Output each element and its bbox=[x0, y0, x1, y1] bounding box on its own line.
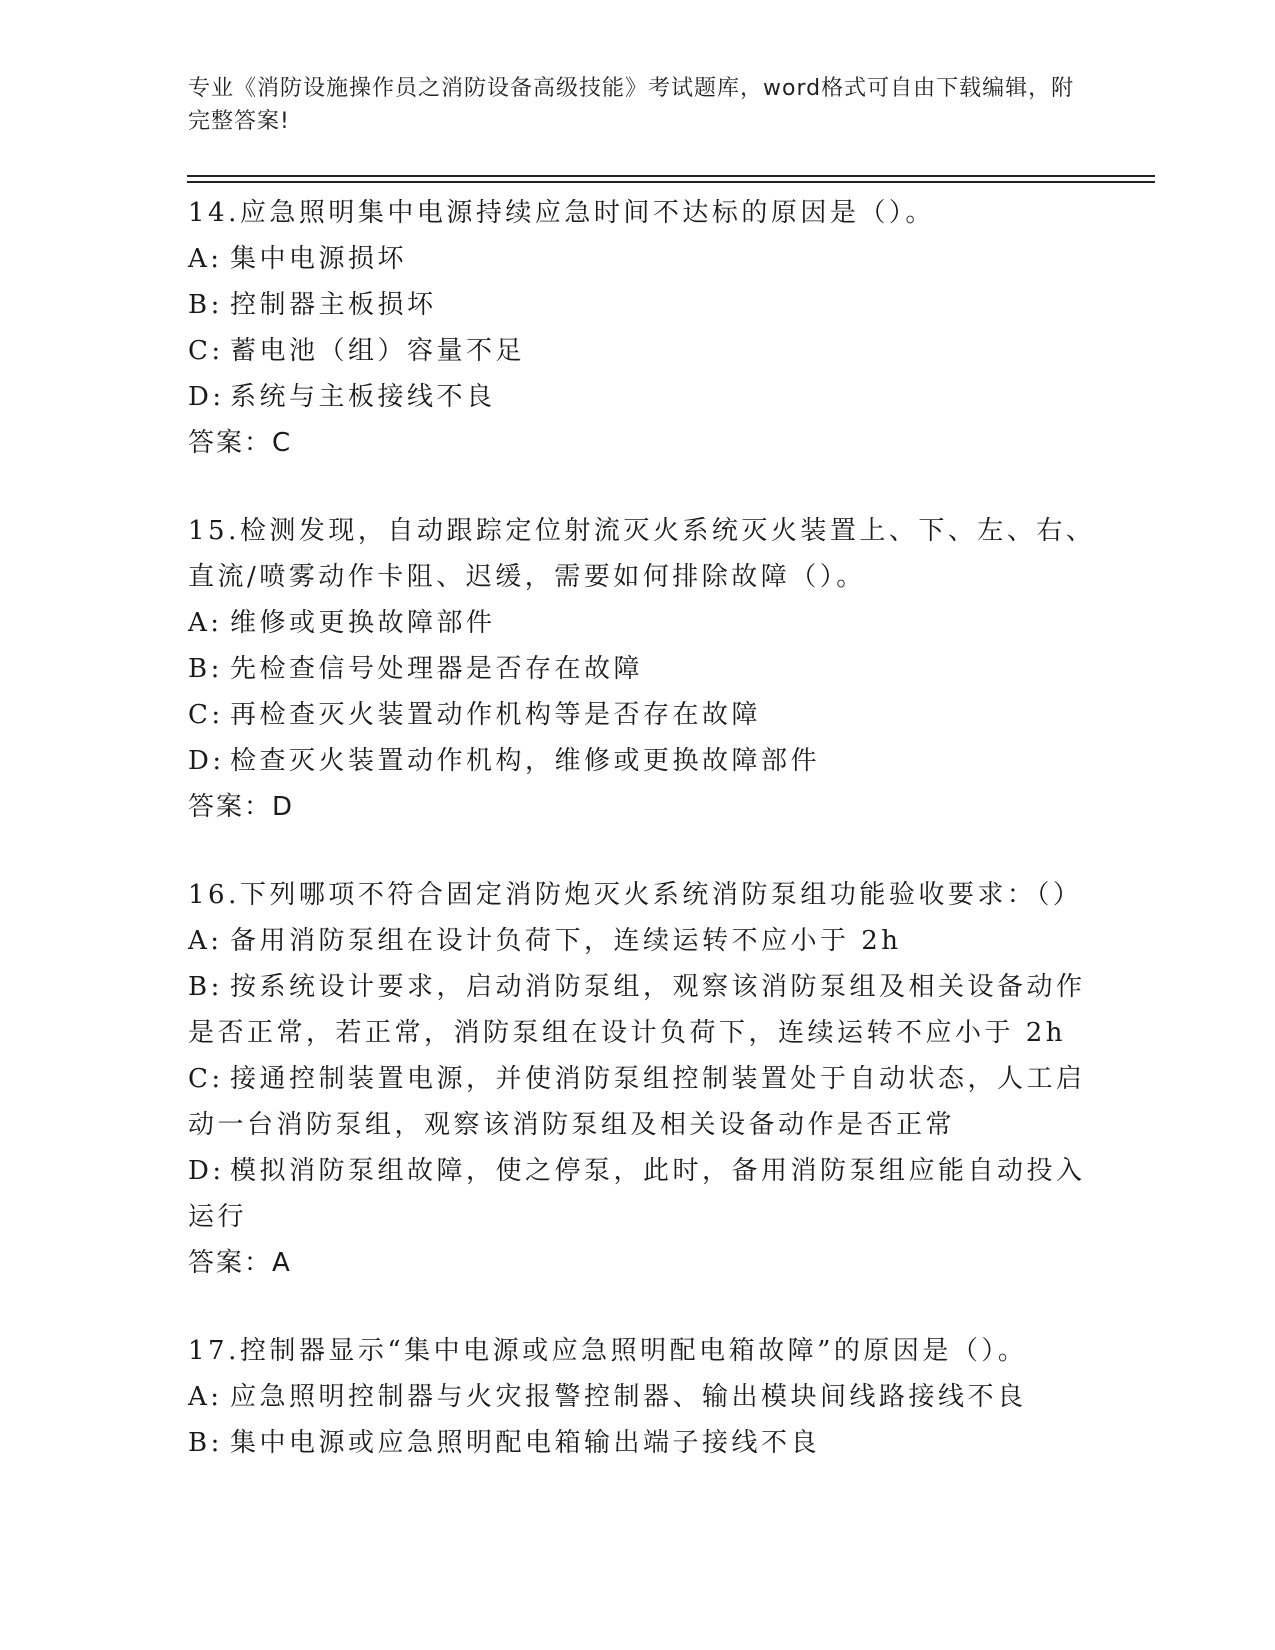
option-key: B: bbox=[188, 290, 223, 320]
option-key: D: bbox=[188, 1156, 225, 1186]
option-key: C: bbox=[188, 1064, 224, 1094]
option-key: A: bbox=[188, 1382, 223, 1412]
option-key: B: bbox=[188, 654, 223, 684]
option-b bbox=[188, 282, 1088, 328]
option-key: D: bbox=[188, 382, 225, 412]
option-text: 控制器主板损坏 bbox=[230, 290, 437, 320]
document-header: 专业《消防设施操作员之消防设备高级技能》考试题库，word格式可自由下载编辑，附完整答案! bbox=[188, 76, 1075, 134]
option-key: A: bbox=[188, 608, 223, 638]
answer-label: 答案：A bbox=[188, 1248, 292, 1278]
option-text: 集中电源损坏 bbox=[230, 244, 408, 274]
option-text: 备用消防泵组在设计负荷下，连续运转不应小于 2h bbox=[230, 926, 902, 956]
option-text: 检查灭火装置动作机构，维修或更换故障部件 bbox=[230, 746, 821, 776]
option-b bbox=[188, 964, 1088, 1010]
question-15 bbox=[188, 508, 1096, 830]
option-a bbox=[188, 236, 1088, 282]
question-14 bbox=[188, 190, 1088, 466]
option-a bbox=[188, 1374, 1088, 1420]
option-c bbox=[188, 692, 1088, 738]
question-list bbox=[188, 190, 1096, 1508]
option-key: B: bbox=[188, 1428, 223, 1458]
question-stem: 17.控制器显示“集中电源或应急照明配电箱故障”的原因是（）。 bbox=[188, 1336, 1028, 1366]
option-text: 蓄电池（组）容量不足 bbox=[230, 336, 526, 366]
option-text: 再检查灭火装置动作机构等是否存在故障 bbox=[230, 700, 762, 730]
option-d-continued: 运行 bbox=[188, 1202, 248, 1232]
question-stem-line-1: 15.检测发现，自动跟踪定位射流灭火系统灭火装置上、下、左、右、 bbox=[188, 516, 1096, 546]
question-stem-line-2: 直流/喷雾动作卡阻、迟缓，需要如何排除故障（）。 bbox=[188, 562, 866, 592]
option-key: D: bbox=[188, 746, 225, 776]
answer-label: 答案：C bbox=[188, 428, 293, 458]
option-b-continued: 是否正常，若正常，消防泵组在设计负荷下，连续运转不应小于 2h bbox=[188, 1018, 1067, 1048]
question-stem: 16.下列哪项不符合固定消防炮灭火系统消防泵组功能验收要求：（） bbox=[188, 880, 1083, 910]
option-a bbox=[188, 918, 1088, 964]
option-d bbox=[188, 738, 1088, 784]
option-b bbox=[188, 646, 1088, 692]
option-c bbox=[188, 1056, 1088, 1102]
option-key: B: bbox=[188, 972, 223, 1002]
header-rule-top bbox=[187, 175, 1155, 177]
option-text: 先检查信号处理器是否存在故障 bbox=[230, 654, 644, 684]
option-text: 维修或更换故障部件 bbox=[230, 608, 496, 638]
option-text: 按系统设计要求，启动消防泵组，观察该消防泵组及相关设备动作 bbox=[230, 972, 1086, 1002]
option-key: C: bbox=[188, 336, 224, 366]
option-text: 集中电源或应急照明配电箱输出端子接线不良 bbox=[230, 1428, 821, 1458]
option-key: C: bbox=[188, 700, 224, 730]
question-stem: 14.应急照明集中电源持续应急时间不达标的原因是（）。 bbox=[188, 198, 935, 228]
option-b bbox=[188, 1420, 1088, 1466]
question-16 bbox=[188, 872, 1088, 1286]
option-c bbox=[188, 328, 1088, 374]
option-a bbox=[188, 600, 1088, 646]
option-text: 应急照明控制器与火灾报警控制器、输出模块间线路接线不良 bbox=[230, 1382, 1027, 1412]
option-key: A: bbox=[188, 244, 223, 274]
option-d bbox=[188, 374, 1088, 420]
answer-label: 答案：D bbox=[188, 792, 295, 822]
question-17 bbox=[188, 1328, 1088, 1466]
option-c-continued: 动一台消防泵组，观察该消防泵组及相关设备动作是否正常 bbox=[188, 1110, 956, 1140]
option-key: A: bbox=[188, 926, 223, 956]
header-rule-bottom bbox=[187, 181, 1155, 183]
option-text: 系统与主板接线不良 bbox=[230, 382, 496, 412]
option-text: 模拟消防泵组故障，使之停泵，此时，备用消防泵组应能自动投入 bbox=[230, 1156, 1086, 1186]
option-text: 接通控制装置电源，并使消防泵组控制装置处于自动状态，人工启 bbox=[230, 1064, 1086, 1094]
option-d bbox=[188, 1148, 1088, 1194]
